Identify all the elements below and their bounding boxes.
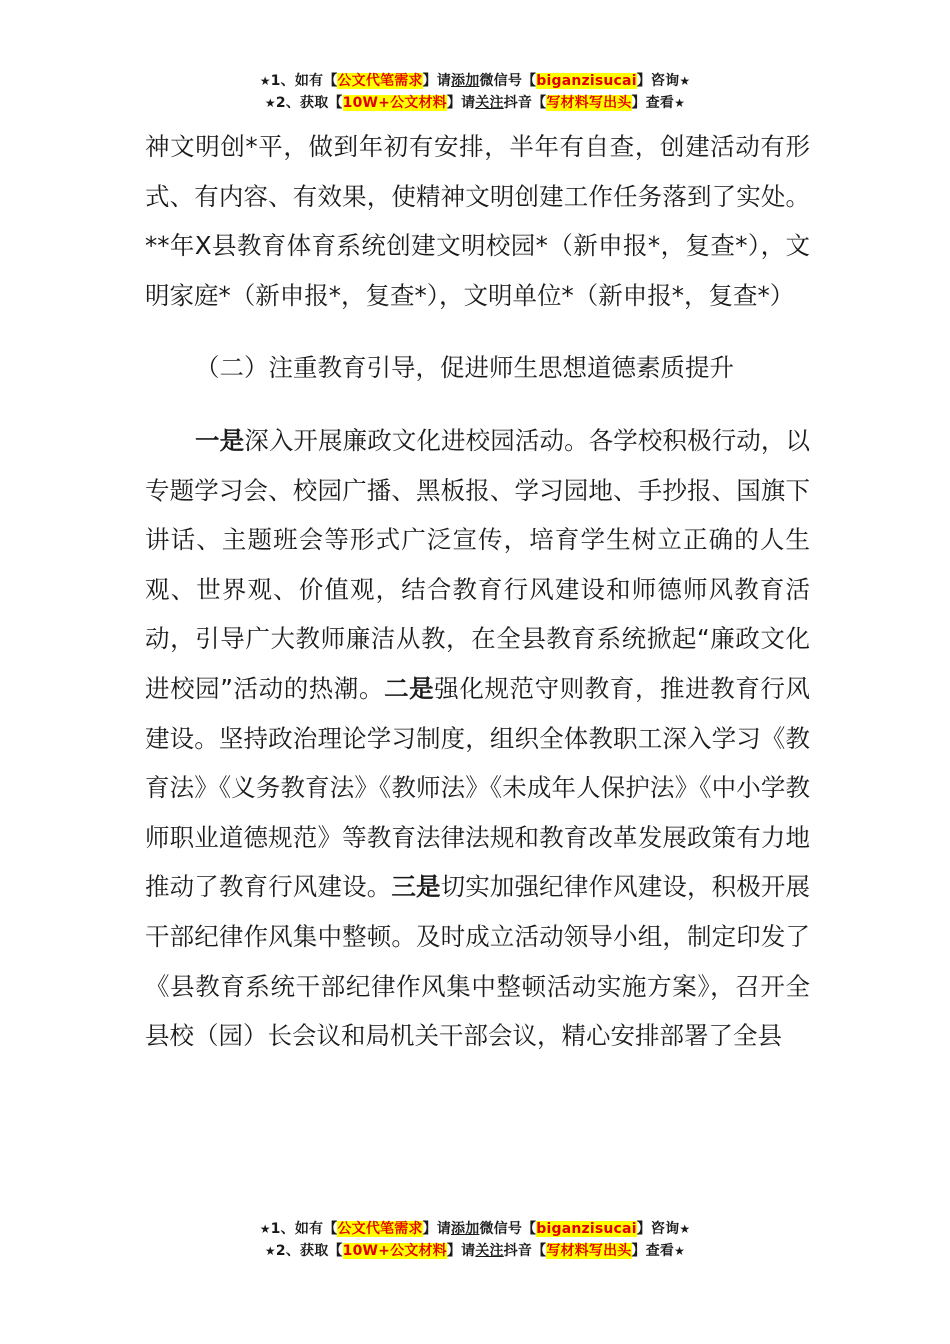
banner-text: 】请 (422, 73, 452, 89)
banner-text: 1、如有【 (270, 1221, 338, 1237)
point-label-3: 三是 (391, 872, 441, 902)
banner-text: 】查看 (631, 95, 675, 111)
point-text-3: 切实加强纪律作风建设，积极开展干部纪律作风集中整顿。及时成立活动领导小组，制定印发了《县教育系统干部纪律作风集中整顿活动实施方案》，召开全县校（园）长会议和局机关干部会议，精心安排部署了全县 (145, 872, 811, 1051)
star-icon: ★ (264, 1244, 276, 1258)
banner-text: 】请 (446, 95, 476, 111)
banner-text: 】请 (422, 1221, 452, 1237)
banner-text: 】咨询 (636, 1221, 680, 1237)
star-icon: ★ (674, 96, 686, 110)
banner-text: 】查看 (631, 1243, 675, 1259)
star-icon: ★ (264, 96, 276, 110)
paragraph-education-guidance (145, 416, 810, 1061)
underlined-follow: 关注 (475, 95, 504, 111)
banner-text: 】咨询 (636, 73, 680, 89)
header-banner (0, 70, 950, 114)
highlight-douyin: 写材料写出头 (546, 95, 632, 111)
star-icon: ★ (259, 1222, 271, 1236)
point-text-1: 深入开展廉政文化进校园活动。各学校积极行动，以专题学习会、校园广播、黑板报、学习园地、手抄报、国旗下讲话、主题班会等形式广泛宣传，培育学生树立正确的人生观、世界观、价值观，结合教育行风建设和师德师风教育活动，引导广大教师廉洁从教，在全县教育系统掀起“廉政文化进校园”活动的热潮。 (145, 425, 811, 703)
highlight-service: 公文代笔需求 (337, 1221, 423, 1237)
highlight-douyin: 写材料写出头 (546, 1243, 632, 1259)
highlight-wechat-id: biganzisucai (536, 1221, 637, 1237)
banner-text: 微信号【 (479, 1221, 537, 1237)
underlined-add: 添加 (451, 1221, 480, 1237)
banner-text: 】请 (446, 1243, 476, 1259)
point-label-1: 一是 (195, 425, 245, 455)
banner-text: 1、如有【 (270, 73, 338, 89)
paragraph-civilization: 神文明创*平，做到年初有安排，半年有自查，创建活动有形式、有内容、有效果，使精神文明创建工作任务落到了实处。**年X县教育体育系统创建文明校园*（新申报*，复查*），文明家庭*（新申报*，复查*），文明单位*（新申报*，复查*） (145, 132, 810, 310)
star-icon: ★ (679, 1222, 691, 1236)
banner-text: 微信号【 (479, 73, 537, 89)
star-icon: ★ (259, 74, 271, 88)
footer-banner (0, 1218, 950, 1262)
banner-line-2 (0, 92, 950, 114)
highlight-materials: 10W+公文材料 (342, 1243, 447, 1259)
document-body (145, 122, 810, 1061)
underlined-follow: 关注 (475, 1243, 504, 1259)
banner-line-1 (0, 1218, 950, 1240)
banner-text: 抖音【 (503, 1243, 547, 1259)
banner-line-2 (0, 1240, 950, 1262)
underlined-add: 添加 (451, 73, 480, 89)
point-text-2: 强化规范守则教育，推进教育行风建设。坚持政治理论学习制度，组织全体教职工深入学习《教育法》《义务教育法》《教师法》《未成年人保护法》《中小学教师职业道德规范》等教育法律法规和教育改革发展政策有力地推动了教育行风建设。 (145, 673, 811, 902)
banner-text: 2、获取【 (275, 95, 343, 111)
section-heading-2: （二）注重教育引导，促进师生思想道德素质提升 (195, 353, 734, 383)
highlight-service: 公文代笔需求 (337, 73, 423, 89)
banner-text: 2、获取【 (275, 1243, 343, 1259)
star-icon: ★ (674, 1244, 686, 1258)
highlight-wechat-id: biganzisucai (536, 73, 637, 89)
star-icon: ★ (679, 74, 691, 88)
banner-text: 抖音【 (503, 95, 547, 111)
banner-line-1 (0, 70, 950, 92)
point-label-2: 二是 (384, 673, 435, 703)
highlight-materials: 10W+公文材料 (342, 95, 447, 111)
